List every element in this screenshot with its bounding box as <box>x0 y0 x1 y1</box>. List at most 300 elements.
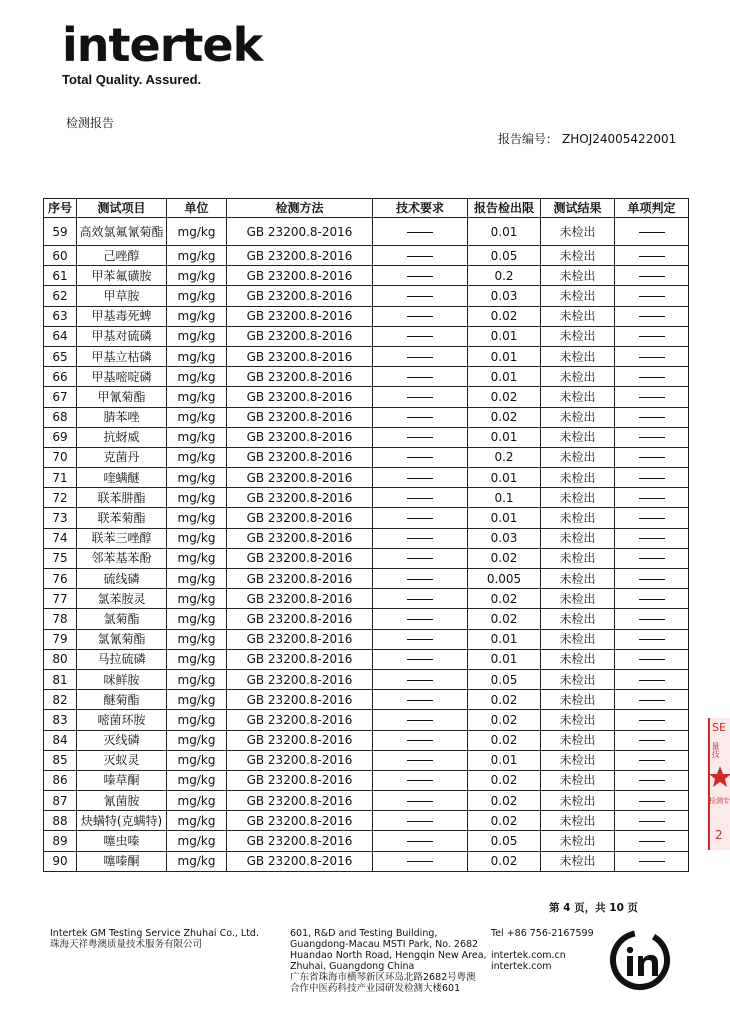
report-number-label: 报告编号： <box>498 132 559 146</box>
requirement-dash <box>373 218 468 246</box>
detection-limit: 0.02 <box>468 851 541 871</box>
test-method: GB 23200.8-2016 <box>227 710 373 730</box>
test-result: 未检出 <box>541 407 615 427</box>
address-line: Zhuhai, Guangdong China <box>290 961 415 972</box>
test-result: 未检出 <box>541 218 615 246</box>
test-method: GB 23200.8-2016 <box>227 367 373 387</box>
table-row <box>44 690 689 710</box>
test-result: 未检出 <box>541 266 615 286</box>
detection-limit: 0.01 <box>468 508 541 528</box>
seal-text-mid2: 检测专 <box>709 797 730 805</box>
detection-limit: 0.01 <box>468 468 541 488</box>
test-item: 甲基对硫磷 <box>77 326 167 346</box>
test-result: 未检出 <box>541 730 615 750</box>
logo-tagline: Total Quality. Assured. <box>62 72 202 87</box>
test-method: GB 23200.8-2016 <box>227 346 373 366</box>
requirement-dash <box>373 791 468 811</box>
dash-mark <box>407 680 433 681</box>
seal-text-mid1: 量技 <box>711 742 720 758</box>
test-method: GB 23200.8-2016 <box>227 218 373 246</box>
unit: mg/kg <box>167 246 227 266</box>
table-row <box>44 528 689 548</box>
test-item: 硫线磷 <box>77 569 167 589</box>
dash-mark <box>639 821 665 822</box>
judgement-dash <box>615 508 689 528</box>
report-number <box>498 130 680 147</box>
test-method: GB 23200.8-2016 <box>227 629 373 649</box>
detection-limit: 0.02 <box>468 548 541 568</box>
test-item: 氯菊酯 <box>77 609 167 629</box>
document-title: 检测报告 <box>66 116 115 130</box>
detection-limit: 0.01 <box>468 427 541 447</box>
judgement-dash <box>615 548 689 568</box>
test-item: 甲苯氟磺胺 <box>77 266 167 286</box>
row-number: 74 <box>44 528 77 548</box>
row-number: 59 <box>44 218 77 246</box>
seal-text-top: SE <box>712 721 726 734</box>
dash-mark <box>639 801 665 802</box>
row-number: 86 <box>44 770 77 790</box>
judgement-dash <box>615 528 689 548</box>
detection-limit: 0.1 <box>468 488 541 508</box>
test-method: GB 23200.8-2016 <box>227 589 373 609</box>
dash-mark <box>407 377 433 378</box>
test-item: 甲基嘧啶磷 <box>77 367 167 387</box>
dash-mark <box>407 518 433 519</box>
test-result: 未检出 <box>541 690 615 710</box>
dash-mark <box>407 861 433 862</box>
company-name-cn: 珠海天祥粤澳质量技术服务有限公司 <box>50 939 203 950</box>
logo-wordmark: intertek <box>62 18 263 72</box>
judgement-dash <box>615 246 689 266</box>
test-result: 未检出 <box>541 488 615 508</box>
test-item: 嗪草酮 <box>77 770 167 790</box>
detection-limit: 0.005 <box>468 569 541 589</box>
dash-mark <box>639 377 665 378</box>
test-result: 未检出 <box>541 367 615 387</box>
requirement-dash <box>373 387 468 407</box>
requirement-dash <box>373 851 468 871</box>
table-row <box>44 669 689 689</box>
judgement-dash <box>615 407 689 427</box>
detection-limit: 0.05 <box>468 831 541 851</box>
dash-mark <box>407 760 433 761</box>
row-number: 89 <box>44 831 77 851</box>
row-number: 83 <box>44 710 77 730</box>
unit: mg/kg <box>167 447 227 467</box>
unit: mg/kg <box>167 791 227 811</box>
test-item: 腈苯唑 <box>77 407 167 427</box>
unit: mg/kg <box>167 770 227 790</box>
column-header: 测试结果 <box>541 199 615 218</box>
table-row <box>44 367 689 387</box>
detection-limit: 0.2 <box>468 266 541 286</box>
dash-mark <box>407 599 433 600</box>
row-number: 75 <box>44 548 77 568</box>
seal-text-bottom: 2 <box>715 828 723 842</box>
unit: mg/kg <box>167 407 227 427</box>
table-row <box>44 811 689 831</box>
column-header: 技术要求 <box>373 199 468 218</box>
column-header: 检测方法 <box>227 199 373 218</box>
test-result: 未检出 <box>541 609 615 629</box>
test-item: 嘧菌环胺 <box>77 710 167 730</box>
test-item: 灭线磷 <box>77 730 167 750</box>
test-item: 抗蚜威 <box>77 427 167 447</box>
requirement-dash <box>373 367 468 387</box>
table-row <box>44 629 689 649</box>
judgement-dash <box>615 609 689 629</box>
table-row <box>44 447 689 467</box>
judgement-dash <box>615 851 689 871</box>
dash-mark <box>639 599 665 600</box>
test-results-table <box>43 198 689 872</box>
test-method: GB 23200.8-2016 <box>227 831 373 851</box>
test-method: GB 23200.8-2016 <box>227 387 373 407</box>
test-method: GB 23200.8-2016 <box>227 306 373 326</box>
table-row <box>44 266 689 286</box>
requirement-dash <box>373 730 468 750</box>
footer-contact <box>491 928 594 972</box>
dash-mark <box>639 680 665 681</box>
unit: mg/kg <box>167 609 227 629</box>
footer-address <box>290 928 487 994</box>
detection-limit: 0.02 <box>468 589 541 609</box>
dash-mark <box>639 780 665 781</box>
test-method: GB 23200.8-2016 <box>227 286 373 306</box>
test-result: 未检出 <box>541 710 615 730</box>
test-result: 未检出 <box>541 629 615 649</box>
detection-limit: 0.03 <box>468 528 541 548</box>
dash-mark <box>407 579 433 580</box>
test-result: 未检出 <box>541 387 615 407</box>
judgement-dash <box>615 387 689 407</box>
table-row <box>44 791 689 811</box>
judgement-dash <box>615 569 689 589</box>
dash-mark <box>407 457 433 458</box>
table-row <box>44 306 689 326</box>
test-result: 未检出 <box>541 649 615 669</box>
test-result: 未检出 <box>541 346 615 366</box>
test-method: GB 23200.8-2016 <box>227 407 373 427</box>
detection-limit: 0.02 <box>468 791 541 811</box>
test-item: 炔螨特(克螨特) <box>77 811 167 831</box>
test-result: 未检出 <box>541 548 615 568</box>
dash-mark <box>639 841 665 842</box>
test-item: 克菌丹 <box>77 447 167 467</box>
dash-mark <box>639 316 665 317</box>
telephone: Tel +86 756-2167599 <box>491 928 594 939</box>
judgement-dash <box>615 649 689 669</box>
detection-limit: 0.02 <box>468 690 541 710</box>
detection-limit: 0.01 <box>468 346 541 366</box>
test-method: GB 23200.8-2016 <box>227 427 373 447</box>
row-number: 67 <box>44 387 77 407</box>
row-number: 69 <box>44 427 77 447</box>
report-number-value: ZHOJ24005422001 <box>562 132 677 146</box>
requirement-dash <box>373 770 468 790</box>
column-header: 单位 <box>167 199 227 218</box>
requirement-dash <box>373 548 468 568</box>
unit: mg/kg <box>167 851 227 871</box>
test-method: GB 23200.8-2016 <box>227 528 373 548</box>
unit: mg/kg <box>167 218 227 246</box>
row-number: 85 <box>44 750 77 770</box>
judgement-dash <box>615 831 689 851</box>
unit: mg/kg <box>167 488 227 508</box>
table-row <box>44 770 689 790</box>
company-name-en: Intertek GM Testing Service Zhuhai Co., Ltd. <box>50 928 259 939</box>
test-result: 未检出 <box>541 750 615 770</box>
unit: mg/kg <box>167 528 227 548</box>
intertek-in-circle-icon <box>608 928 672 992</box>
requirement-dash <box>373 468 468 488</box>
column-header: 报告检出限 <box>468 199 541 218</box>
dash-mark <box>407 276 433 277</box>
dash-mark <box>407 316 433 317</box>
detection-limit: 0.03 <box>468 286 541 306</box>
row-number: 70 <box>44 447 77 467</box>
test-item: 噻嗪酮 <box>77 851 167 871</box>
requirement-dash <box>373 346 468 366</box>
requirement-dash <box>373 811 468 831</box>
detection-limit: 0.02 <box>468 770 541 790</box>
dash-mark <box>639 478 665 479</box>
test-item: 喹螨醚 <box>77 468 167 488</box>
test-result: 未检出 <box>541 508 615 528</box>
test-method: GB 23200.8-2016 <box>227 669 373 689</box>
judgement-dash <box>615 218 689 246</box>
table-row <box>44 609 689 629</box>
test-result: 未检出 <box>541 528 615 548</box>
judgement-dash <box>615 730 689 750</box>
dash-mark <box>639 558 665 559</box>
table-row <box>44 468 689 488</box>
requirement-dash <box>373 266 468 286</box>
unit: mg/kg <box>167 326 227 346</box>
unit: mg/kg <box>167 286 227 306</box>
dash-mark <box>639 232 665 233</box>
test-result: 未检出 <box>541 851 615 871</box>
row-number: 66 <box>44 367 77 387</box>
row-number: 71 <box>44 468 77 488</box>
detection-limit: 0.01 <box>468 326 541 346</box>
unit: mg/kg <box>167 387 227 407</box>
detection-limit: 0.01 <box>468 649 541 669</box>
judgement-dash <box>615 750 689 770</box>
requirement-dash <box>373 508 468 528</box>
test-method: GB 23200.8-2016 <box>227 266 373 286</box>
dash-mark <box>407 801 433 802</box>
table-row <box>44 831 689 851</box>
detection-limit: 0.02 <box>468 387 541 407</box>
table-row <box>44 387 689 407</box>
row-number: 72 <box>44 488 77 508</box>
unit: mg/kg <box>167 508 227 528</box>
detection-limit: 0.01 <box>468 629 541 649</box>
detection-limit: 0.2 <box>468 447 541 467</box>
requirement-dash <box>373 246 468 266</box>
dash-mark <box>639 437 665 438</box>
test-result: 未检出 <box>541 811 615 831</box>
test-item: 邻苯基苯酚 <box>77 548 167 568</box>
table-row <box>44 427 689 447</box>
judgement-dash <box>615 690 689 710</box>
address-line: 601, R&D and Testing Building, <box>290 928 438 939</box>
dash-mark <box>407 720 433 721</box>
table-header-row <box>44 199 689 218</box>
dash-mark <box>407 437 433 438</box>
requirement-dash <box>373 326 468 346</box>
test-item: 噻虫嗪 <box>77 831 167 851</box>
test-method: GB 23200.8-2016 <box>227 791 373 811</box>
unit: mg/kg <box>167 730 227 750</box>
dash-mark <box>407 498 433 499</box>
judgement-dash <box>615 488 689 508</box>
test-method: GB 23200.8-2016 <box>227 488 373 508</box>
test-item: 甲基毒死蜱 <box>77 306 167 326</box>
dash-mark <box>639 700 665 701</box>
dash-mark <box>407 619 433 620</box>
test-result: 未检出 <box>541 791 615 811</box>
judgement-dash <box>615 669 689 689</box>
judgement-dash <box>615 346 689 366</box>
row-number: 79 <box>44 629 77 649</box>
dash-mark <box>407 740 433 741</box>
row-number: 68 <box>44 407 77 427</box>
website-cn[interactable]: intertek.com.cn <box>491 950 566 961</box>
test-item: 己唑醇 <box>77 246 167 266</box>
judgement-dash <box>615 629 689 649</box>
test-item: 高效氯氟氰菊酯 <box>77 218 167 246</box>
test-item: 甲草胺 <box>77 286 167 306</box>
footer-company <box>50 928 259 950</box>
detection-limit: 0.05 <box>468 669 541 689</box>
dash-mark <box>639 498 665 499</box>
unit: mg/kg <box>167 831 227 851</box>
test-item: 氰菌胺 <box>77 791 167 811</box>
test-method: GB 23200.8-2016 <box>227 508 373 528</box>
table-row <box>44 346 689 366</box>
test-method: GB 23200.8-2016 <box>227 548 373 568</box>
judgement-dash <box>615 589 689 609</box>
page-number: 第 4 页，共 10 页 <box>549 902 639 914</box>
table-row <box>44 407 689 427</box>
table-row <box>44 326 689 346</box>
test-item: 联苯肼酯 <box>77 488 167 508</box>
address-line: 合作中医药科技产业园研发检测大楼601 <box>290 983 461 994</box>
column-header: 单项判定 <box>615 199 689 218</box>
dash-mark <box>407 700 433 701</box>
unit: mg/kg <box>167 569 227 589</box>
judgement-dash <box>615 326 689 346</box>
dash-mark <box>639 619 665 620</box>
test-method: GB 23200.8-2016 <box>227 246 373 266</box>
dash-mark <box>407 780 433 781</box>
dash-mark <box>407 417 433 418</box>
test-item: 咪鲜胺 <box>77 669 167 689</box>
judgement-dash <box>615 811 689 831</box>
dash-mark <box>639 861 665 862</box>
test-result: 未检出 <box>541 569 615 589</box>
detection-limit: 0.02 <box>468 811 541 831</box>
table-row <box>44 218 689 246</box>
dash-mark <box>407 336 433 337</box>
website[interactable]: intertek.com <box>491 961 552 972</box>
row-number: 61 <box>44 266 77 286</box>
table-row <box>44 589 689 609</box>
row-number: 81 <box>44 669 77 689</box>
row-number: 87 <box>44 791 77 811</box>
dash-mark <box>639 417 665 418</box>
row-number: 82 <box>44 690 77 710</box>
dash-mark <box>639 659 665 660</box>
dash-mark <box>639 740 665 741</box>
test-item: 灭蚁灵 <box>77 750 167 770</box>
requirement-dash <box>373 589 468 609</box>
detection-limit: 0.01 <box>468 367 541 387</box>
detection-limit: 0.02 <box>468 730 541 750</box>
unit: mg/kg <box>167 669 227 689</box>
dash-mark <box>407 357 433 358</box>
dash-mark <box>639 457 665 458</box>
unit: mg/kg <box>167 750 227 770</box>
requirement-dash <box>373 831 468 851</box>
dash-mark <box>639 296 665 297</box>
test-result: 未检出 <box>541 246 615 266</box>
table-body <box>44 218 689 872</box>
dash-mark <box>407 232 433 233</box>
requirement-dash <box>373 649 468 669</box>
requirement-dash <box>373 629 468 649</box>
unit: mg/kg <box>167 468 227 488</box>
test-item: 氯氰菊酯 <box>77 629 167 649</box>
unit: mg/kg <box>167 690 227 710</box>
test-result: 未检出 <box>541 770 615 790</box>
requirement-dash <box>373 286 468 306</box>
judgement-dash <box>615 770 689 790</box>
test-item: 甲基立枯磷 <box>77 346 167 366</box>
table-row <box>44 851 689 871</box>
unit: mg/kg <box>167 548 227 568</box>
unit: mg/kg <box>167 306 227 326</box>
table-row <box>44 246 689 266</box>
dash-mark <box>407 558 433 559</box>
detection-limit: 0.01 <box>468 218 541 246</box>
dash-mark <box>639 357 665 358</box>
test-result: 未检出 <box>541 468 615 488</box>
address-line: Huandao North Road, Hengqin New Area, <box>290 950 487 961</box>
dash-mark <box>407 296 433 297</box>
test-item: 联苯三唑醇 <box>77 528 167 548</box>
address-line: Guangdong-Macau MSTI Park, No. 2682 <box>290 939 479 950</box>
row-number: 76 <box>44 569 77 589</box>
table-row <box>44 508 689 528</box>
judgement-dash <box>615 367 689 387</box>
test-method: GB 23200.8-2016 <box>227 468 373 488</box>
requirement-dash <box>373 306 468 326</box>
dash-mark <box>639 276 665 277</box>
detection-limit: 0.01 <box>468 750 541 770</box>
test-method: GB 23200.8-2016 <box>227 851 373 871</box>
test-method: GB 23200.8-2016 <box>227 447 373 467</box>
row-number: 78 <box>44 609 77 629</box>
requirement-dash <box>373 750 468 770</box>
test-method: GB 23200.8-2016 <box>227 649 373 669</box>
intertek-logo <box>62 20 262 87</box>
test-method: GB 23200.8-2016 <box>227 690 373 710</box>
dash-mark <box>407 639 433 640</box>
